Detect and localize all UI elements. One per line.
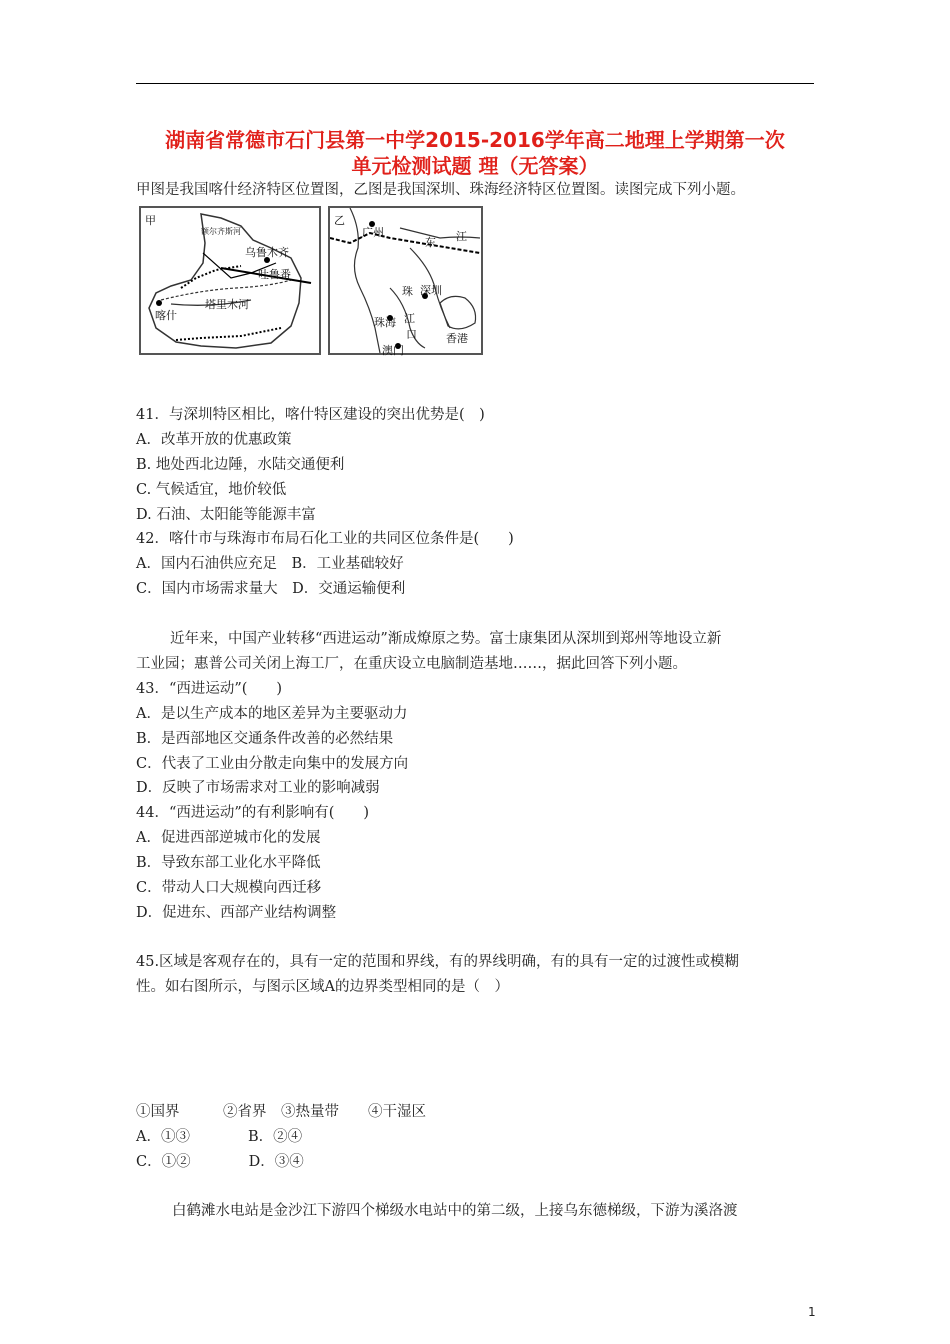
q41-option-d: D. 石油、太阳能等能源丰富 — [136, 507, 316, 523]
q42-stem: 42．喀什市与珠海市布局石化工业的共同区位条件是( ) — [136, 531, 514, 547]
q43-option-b: B．是西部地区交通条件改善的必然结果 — [136, 731, 394, 747]
map-label-hongkong: 香港 — [446, 332, 468, 345]
q44-option-a: A．促进西部逆城市化的发展 — [136, 830, 321, 846]
passage2-line2: 工业园；惠普公司关闭上海工厂，在重庆设立电脑制造基地……，据此回答下列小题。 — [136, 656, 687, 672]
q45-text-line2: 性。如右图所示，与图示区域A的边界类型相同的是（ ） — [136, 979, 509, 995]
q44-option-b: B．导致东部工业化水平降低 — [136, 855, 321, 871]
page-title-line2: 单元检测试题 理（无答案） — [351, 154, 599, 178]
q45-options-ab: A．①③ B．②④ — [136, 1129, 303, 1145]
page-title-line1: 湖南省常德市石门县第一中学2015-2016学年高二地理上学期第一次 — [165, 128, 785, 152]
map-label-macau: 澳门 — [382, 344, 404, 357]
map-label-jiang: 江 — [456, 230, 467, 243]
map-label-guangzhou: 广州 — [362, 226, 384, 239]
q43-option-d: D．反映了市场需求对工业的影响减弱 — [136, 780, 380, 796]
q42-options-ab: A．国内石油供应充足 B．工业基础较好 — [136, 556, 404, 572]
map-label-kashgar: 喀什 — [155, 309, 177, 322]
q41-option-c: C. 气候适宜，地价较低 — [136, 482, 287, 498]
q45-text-line1: 45.区域是客观存在的，具有一定的范围和界线，有的界线明确，有的具有一定的过渡性或模糊 — [136, 954, 740, 970]
map-shenzhen-panel-label: 乙 — [334, 214, 345, 227]
q43-stem: 43．“西进运动”( ) — [136, 681, 283, 697]
page-number: 1 — [808, 1305, 816, 1319]
q44-stem: 44．“西进运动”的有利影响有( ) — [136, 805, 370, 821]
q45-choices: ①国界 ②省界 ③热量带 ④干湿区 — [136, 1104, 426, 1120]
passage3-text: 白鹤滩水电站是金沙江下游四个梯级水电站中的第二级，上接乌东德梯级，下游为溪洛渡 — [172, 1203, 738, 1219]
q41-stem: 41．与深圳特区相比，喀什特区建设的突出优势是( ) — [136, 407, 485, 423]
map-label-jiang2: 江 — [404, 312, 415, 325]
q41-option-a: A．改革开放的优惠政策 — [136, 432, 292, 448]
q45-options-cd: C．①② D．③④ — [136, 1154, 304, 1170]
map-label-dong: 东 — [425, 236, 436, 249]
intro-text: 甲图是我国喀什经济特区位置图，乙图是我国深圳、珠海经济特区位置图。读图完成下列小题。 — [136, 182, 745, 198]
q43-option-c: C．代表了工业由分散走向集中的发展方向 — [136, 756, 409, 772]
q44-option-d: D．促进东、西部产业结构调整 — [136, 905, 337, 921]
map-label-tarim: 塔里木河 — [205, 298, 249, 311]
header-rule — [136, 83, 814, 84]
map-label-urumqi: 乌鲁木齐 — [245, 246, 289, 259]
map-kashgar — [139, 206, 321, 355]
map-kashgar-panel-label: 甲 — [145, 214, 156, 227]
q43-option-a: A．是以生产成本的地区差异为主要驱动力 — [136, 706, 408, 722]
map-label-shenzhen: 深圳 — [420, 284, 442, 297]
map-label-zhuhai: 珠海 — [374, 316, 396, 329]
passage2-line1: 近年来，中国产业转移“西进运动”渐成燎原之势。富士康集团从深圳到郑州等地设立新 — [170, 631, 722, 647]
map-label-zhu: 珠 — [402, 285, 413, 298]
map-label-irtysh: 额尔齐斯河 — [201, 227, 241, 236]
map-label-kou: 口 — [406, 328, 417, 341]
map-shenzhen-zhuhai — [328, 206, 483, 355]
q42-options-cd: C．国内市场需求量大 D．交通运输便利 — [136, 581, 406, 597]
q41-option-b: B. 地处西北边陲，水陆交通便利 — [136, 457, 345, 473]
map-label-turpan: 吐鲁番 — [258, 268, 291, 281]
q44-option-c: C．带动人口大规模向西迁移 — [136, 880, 322, 896]
